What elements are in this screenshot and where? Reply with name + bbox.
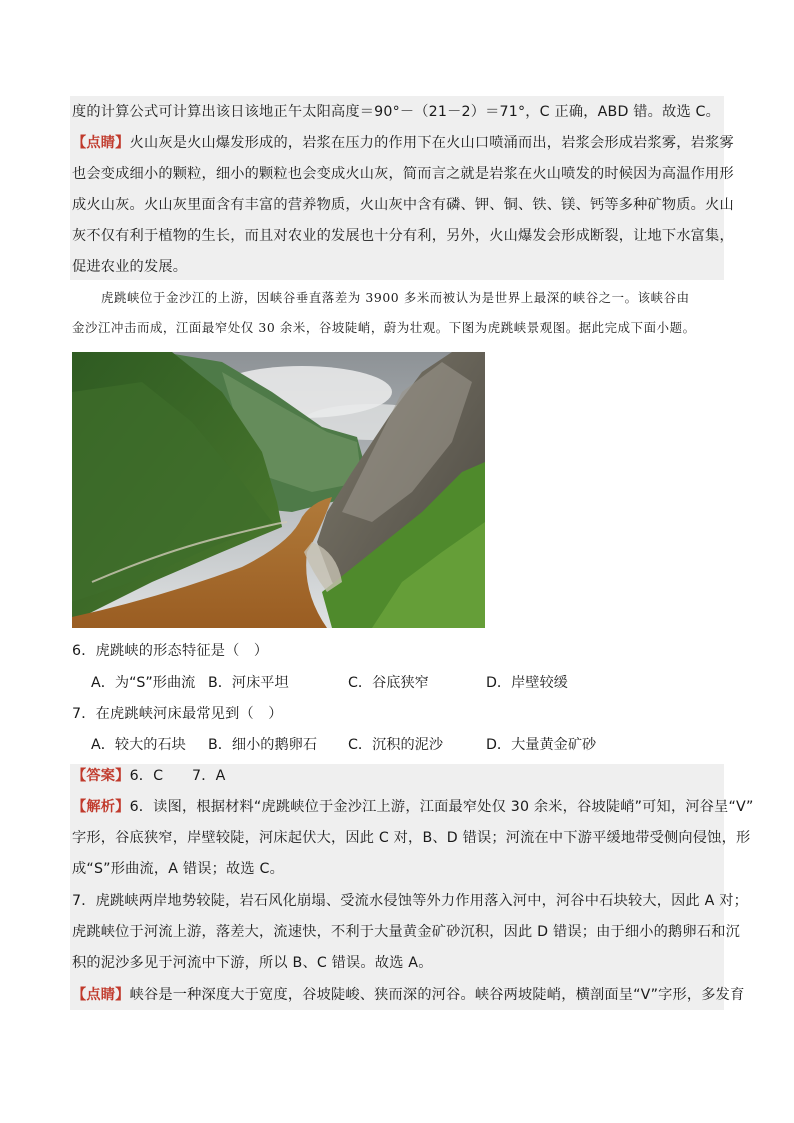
dianjing-band-top (70, 96, 724, 280)
analysis-tag: 【解析】 (72, 799, 130, 815)
q7-option-d: D．大量黄金矿砂 (486, 737, 597, 753)
analysis-line-1 (72, 797, 754, 817)
dianjing-2-text: 峡谷是一种深度大于宽度，谷坡陡峻、狭而深的河谷。峡谷两坡陡峭，横剖面呈“V”字形，多发育 (129, 987, 745, 1003)
stem-line-2: 金沙江冲击而成，江面最窄处仅 30 余米，谷坡陡峭，蔚为壮观。下图为虎跳峡景观图。据此完成下面小题。 (72, 320, 696, 335)
answer-line (72, 766, 226, 786)
analysis-line-6: 积的泥沙多见于河流中下游，所以 B、C 错误。故选 A。 (72, 955, 433, 971)
tiger-leaping-gorge-photo (72, 352, 485, 628)
q6-option-d: D．岸壁较缓 (486, 675, 568, 691)
dianjing-2-tag: 【点睛】 (72, 987, 130, 1003)
analysis-text-1: 6．读图，根据材料“虎跳峡位于金沙江上游，江面最窄处仅 30 余米，谷坡陡峭”可知，河谷呈“V” (129, 799, 754, 815)
dianjing-line-1 (72, 133, 734, 153)
dianjing-line-5: 促进农业的发展。 (72, 259, 188, 275)
q7-option-c: C．沉积的泥沙 (348, 737, 444, 753)
dianjing-tag: 【点睛】 (72, 135, 130, 151)
question-7: 7．在虎跳峡河床最常见到（ ） (72, 706, 283, 722)
q7-option-b: B．细小的鹅卵石 (208, 737, 318, 753)
analysis-line-5: 虎跳峡位于河流上游，落差大，流速快，不利于大量黄金矿砂沉积，因此 D 错误；由于细小的鹅卵石和沉 (72, 924, 740, 940)
analysis-line-3: 成“S”形曲流，A 错误；故选 C。 (72, 861, 285, 877)
q6-option-a: A．为“S”形曲流 (91, 675, 196, 691)
answer-text: 6．C 7．A (129, 768, 226, 784)
question-6: 6．虎跳峡的形态特征是（ ） (72, 643, 269, 659)
q6-option-c: C．谷底狭窄 (348, 675, 429, 691)
dianjing-2-line (72, 985, 744, 1005)
q7-option-a: A．较大的石块 (91, 737, 186, 753)
dianjing-line-3: 成火山灰。火山灰里面含有丰富的营养物质，火山灰中含有磷、钾、铜、铁、镁、钙等多种矿物质。火山 (72, 197, 734, 213)
analysis-line-4: 7．虎跳峡两岸地势较陡，岩石风化崩塌、受流水侵蚀等外力作用落入河中，河谷中石块较大，因此 A 对； (72, 893, 748, 909)
dianjing-text-1: 火山灰是火山爆发形成的，岩浆在压力的作用下在火山口喷涌而出，岩浆会形成岩浆雾，岩浆雾 (129, 135, 734, 151)
stem-line-1: 虎跳峡位于金沙江的上游，因峡谷垂直落差为 3900 多米而被认为是世界上最深的峡谷之一。该峡谷由 (101, 290, 690, 305)
analysis-line-2: 字形，谷底狭窄，岸壁较陡，河床起伏大，因此 C 对，B、D 错误；河流在中下游平缓地带受侧向侵蚀，形 (72, 830, 751, 846)
dianjing-line-2: 也会变成细小的颗粒，细小的颗粒也会变成火山灰，简而言之就是岩浆在火山喷发的时候因为高温作用形 (72, 166, 734, 182)
answer-tag: 【答案】 (72, 768, 130, 784)
dianjing-line-4: 灰不仅有利于植物的生长，而且对农业的发展也十分有利，另外，火山爆发会形成断裂，让地下水富集， (72, 228, 734, 244)
q6-option-b: B．河床平坦 (208, 675, 289, 691)
prev-answer-line: 度的计算公式可计算出该日该地正午太阳高度＝90°－（21－2）＝71°，C 正确，ABD 错。故选 C。 (72, 104, 721, 120)
